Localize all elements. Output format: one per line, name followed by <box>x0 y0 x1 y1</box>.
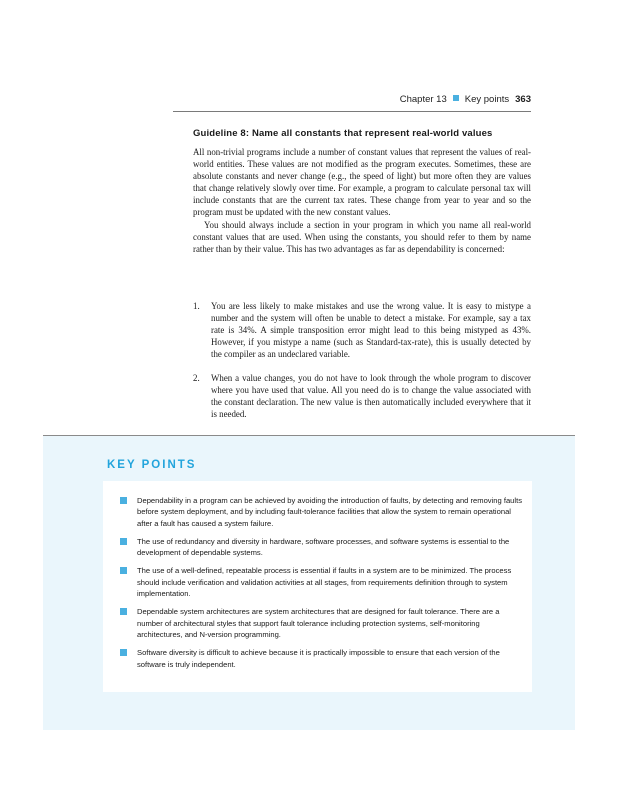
square-bullet-icon <box>120 538 127 545</box>
item-text: When a value changes, you do not have to look through the whole program to discover where you have used that value. All you need do is to change the value associated with the constant declaration. The new value is then automatically included everywhere that it is needed. <box>211 373 531 420</box>
square-bullet-icon <box>120 649 127 656</box>
header-rule <box>173 111 531 112</box>
key-points-list <box>120 495 522 677</box>
body-paragraph: All non-trivial programs include a number of constant values that represent the values of real-world entities. These values are not modified as the program executes. Sometimes, these are absolute constants and never change (e.g., the speed of light) but more often they are values that change relatively slowly over time. For example, a program to calculate personal tax will include constants that are the current tax rates. These change from year to year and so the program must be updated with the new constant values. <box>193 147 531 218</box>
key-point-text: The use of redundancy and diversity in hardware, software processes, and software systems is essential to the development of dependable systems. <box>137 536 510 558</box>
key-point-item <box>120 495 522 529</box>
item-number: 1. <box>193 301 200 311</box>
key-point-text: Dependable system architectures are system architectures that are designed for fault tolerance. There are a number of architectural styles that support fault tolerance including protection systems, self-monitoring architectures, and N-version programming. <box>137 607 500 639</box>
running-header <box>0 94 531 105</box>
guideline-body <box>193 146 531 255</box>
guideline-heading: Guideline 8: Name all constants that represent real-world values <box>193 128 493 139</box>
numbered-item <box>193 300 531 360</box>
body-paragraph: You should always include a section in your program in which you name all real-world constant values that are used. When using the constants, you should refer to them by name rather than by their value. This has two advantages as far as dependability is concerned: <box>193 219 531 254</box>
key-points-title: KEY POINTS <box>107 459 197 471</box>
key-point-text: Dependability in a program can be achieved by avoiding the introduction of faults, by detecting and removing faults before system deployment, and by including fault-tolerance facilities that allow the system to remain operational after a fault has caused a system failure. <box>137 496 522 528</box>
key-point-text: The use of a well-defined, repeatable process is essential if faults in a system are to be minimized. The process should include verification and validation activities at all stages, from requirements definition through to system implementation. <box>137 566 512 599</box>
numbered-item <box>193 372 531 420</box>
key-point-item <box>120 606 522 640</box>
key-point-text: Software diversity is difficult to achieve because it is practically impossible to ensure that each version of the software is truly independent. <box>137 648 500 669</box>
key-point-item <box>120 647 522 670</box>
key-point-item <box>120 536 522 559</box>
item-text: You are less likely to make mistakes and use the wrong value. It is easy to mistype a number and the system will often be unable to detect a mistake. For example, say a tax rate is 34%. A simple transposition error might lead to this being mistyped as 43%. However, if you mistype a name (such as Standard-tax-rate), this is usually detected by the compiler as an undeclared variable. <box>211 301 531 360</box>
square-bullet-icon <box>120 497 127 504</box>
chapter-label: Chapter 13 <box>399 94 447 105</box>
square-bullet-icon <box>120 608 127 615</box>
square-bullet-icon <box>120 567 127 574</box>
square-bullet-icon <box>453 95 459 101</box>
section-label: Key points <box>464 94 510 105</box>
key-point-item <box>120 565 522 599</box>
page-number: 363 <box>515 94 531 105</box>
item-number: 2. <box>193 373 200 383</box>
